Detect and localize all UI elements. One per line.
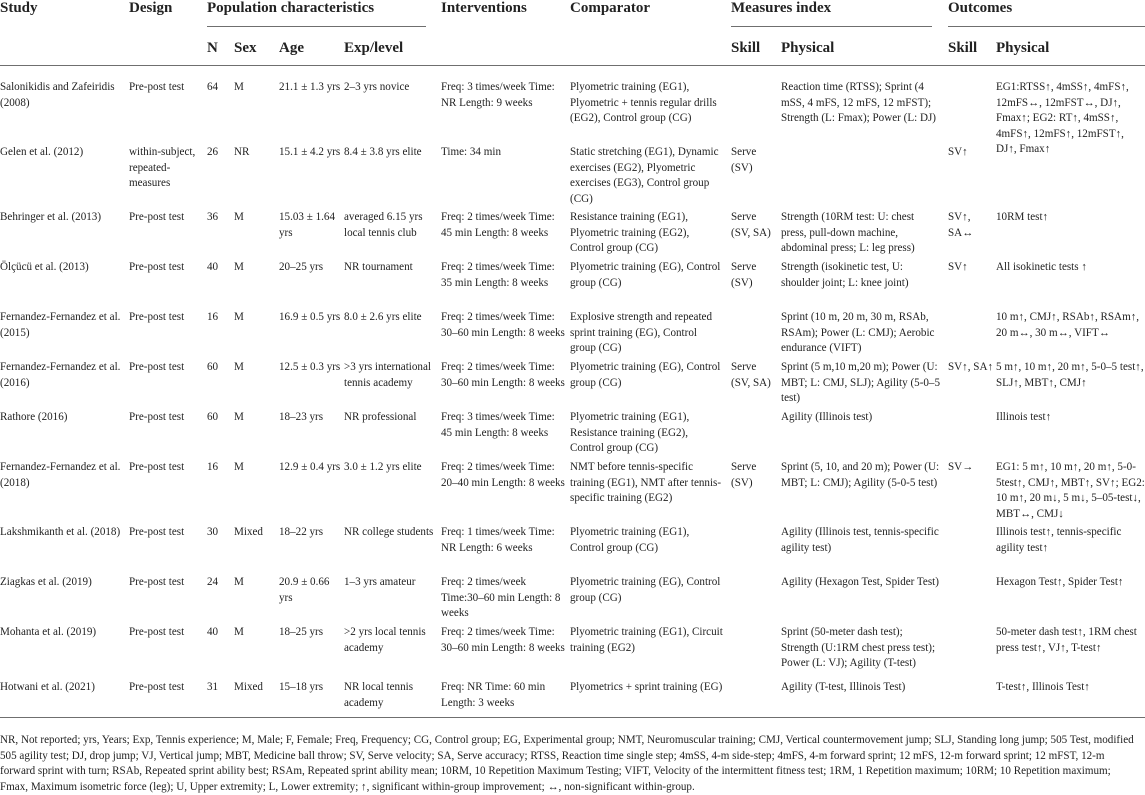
- cell-out-physical: 5 m↑, 10 m↑, 20 m↑, 5-0–5 test↑, SLJ↑, MBT↑, CMJ↑: [996, 361, 1144, 389]
- cell-study: Mohanta et al. (2019): [0, 626, 97, 638]
- header-n: N: [207, 40, 218, 56]
- cell-physical: Reaction time (RTSS); Sprint (4 mSS, 4 mFS, 12 mFS, 12 mFST); Strength (L: Fmax); Power (L: DJ): [781, 81, 936, 124]
- cell-design: Pre-post test: [129, 576, 185, 588]
- cell-interventions: Freq: 2 times/week Time: 30–60 min Length: 8 weeks: [441, 626, 565, 654]
- measures-underline: [731, 26, 932, 27]
- cell-comparator: Resistance training (EG1), Plyometric training (EG2), Control group (CG): [570, 211, 690, 254]
- cell-n: 60: [207, 361, 219, 373]
- cell-study: Salonikidis and Zafeiridis (2008): [0, 81, 115, 109]
- header-study: Study: [0, 0, 38, 16]
- cell-interventions: Freq: 3 times/week Time: 45 min Length: 8 weeks: [441, 411, 555, 439]
- cell-exp: >2 yrs local tennis academy: [344, 626, 426, 654]
- cell-n: 40: [207, 626, 219, 638]
- cell-out-physical: Illinois test↑: [996, 411, 1052, 423]
- cell-study: Fernandez-Fernandez et al. (2015): [0, 311, 121, 339]
- cell-exp: NR professional: [344, 411, 417, 423]
- cell-study: Ölçücü et al. (2013): [0, 261, 89, 273]
- cell-n: 16: [207, 311, 219, 323]
- cell-comparator: Plyometric training (EG1), Control group (CG): [570, 526, 690, 554]
- cell-out-skill: SV↑, SA↔: [948, 211, 974, 239]
- cell-physical: Strength (10RM test: U: chest press, pull-down machine, abdominal press; L: leg press): [781, 211, 915, 254]
- cell-interventions: Freq: 3 times/week Time: NR Length: 9 weeks: [441, 81, 555, 109]
- cell-exp: 8.4 ± 3.8 yrs elite: [344, 146, 422, 158]
- cell-age: 20.9 ± 0.66 yrs: [279, 576, 330, 604]
- cell-exp: >3 yrs international tennis academy: [344, 361, 431, 389]
- cell-study: Fernandez-Fernandez et al. (2016): [0, 361, 121, 389]
- cell-out-physical: Illinois test↑, tennis-specific agility test↑: [996, 526, 1122, 554]
- cell-age: 15–18 yrs: [279, 681, 324, 693]
- cell-interventions: Freq: 2 times/week Time: 35 min Length: 8 weeks: [441, 261, 555, 289]
- cell-exp: 3.0 ± 1.2 yrs elite: [344, 461, 422, 473]
- cell-physical: Agility (Illinois test, tennis-specific agility test): [781, 526, 939, 554]
- cell-design: within-subject, repeated-measures: [129, 146, 196, 189]
- header-comparator: Comparator: [570, 0, 650, 16]
- cell-physical: Sprint (50-meter dash test); Strength (U:1RM chest press test); Power (L: VJ); Agility (T-test): [781, 626, 936, 669]
- cell-comparator: Plyometric training (EG), Control group (CG): [570, 261, 721, 289]
- cell-n: 30: [207, 526, 219, 538]
- cell-design: Pre-post test: [129, 311, 185, 323]
- cell-physical: Sprint (10 m, 20 m, 30 m, RSAb, RSAm); Power (L: CMJ); Aerobic endurance (VIFT): [781, 311, 935, 354]
- cell-study: Gelen et al. (2012): [0, 146, 84, 158]
- cell-comparator: Plyometrics + sprint training (EG): [570, 681, 723, 693]
- cell-design: Pre-post test: [129, 81, 185, 93]
- cell-sex: M: [234, 576, 244, 588]
- cell-comparator: NMT before tennis-specific training (EG1), NMT after tennis-specific training (EG2): [570, 461, 722, 504]
- cell-out-physical: 10 m↑, CMJ↑, RSAb↑, RSAm↑, 20 m↔, 30 m↔, VIFT↔: [996, 311, 1140, 339]
- cell-exp: NR local tennis academy: [344, 681, 414, 709]
- cell-n: 26: [207, 146, 219, 158]
- cell-sex: M: [234, 361, 244, 373]
- cell-study: Hotwani et al. (2021): [0, 681, 95, 693]
- cell-design: Pre-post test: [129, 526, 185, 538]
- header-population: Population characteristics: [207, 0, 375, 16]
- cell-out-physical: T-test↑, Illinois Test↑: [996, 681, 1090, 693]
- cell-out-physical: EG1:RTSS↑, 4mSS↑, 4mFS↑, 12mFS↔, 12mFST↔, DJ↑, Fmax↑; EG2: RT↑, 4mSS↑, 4mFS↑, 12mFS↑, 12mFST↑, DJ↑, Fmax↑: [996, 81, 1129, 155]
- cell-exp: 1–3 yrs amateur: [344, 576, 416, 588]
- cell-physical: Strength (isokinetic test, U: shoulder joint; L: knee joint): [781, 261, 909, 289]
- header-outcome-physical: Physical: [996, 40, 1050, 56]
- cell-n: 40: [207, 261, 219, 273]
- cell-age: 12.5 ± 0.3 yrs: [279, 361, 341, 373]
- cell-out-physical: 10RM test↑: [996, 211, 1049, 223]
- cell-design: Pre-post test: [129, 361, 185, 373]
- cell-sex: M: [234, 261, 244, 273]
- cell-design: Pre-post test: [129, 626, 185, 638]
- cell-out-skill: SV→: [948, 461, 974, 473]
- header-design: Design: [129, 0, 173, 16]
- cell-comparator: Static stretching (EG1), Dynamic exercises (EG2), Plyometric exercises (EG3), Control group (CG): [570, 146, 719, 205]
- cell-interventions: Freq: 2 times/week Time:30–60 min Length: 8 weeks: [441, 576, 561, 619]
- cell-age: 15.03 ± 1.64 yrs: [279, 211, 336, 239]
- cell-age: 20–25 yrs: [279, 261, 324, 273]
- cell-sex: Mixed: [234, 526, 263, 538]
- cell-exp: 2–3 yrs novice: [344, 81, 410, 93]
- cell-physical: Agility (Hexagon Test, Spider Test): [781, 576, 939, 588]
- cell-physical: Agility (T-test, Illinois Test): [781, 681, 906, 693]
- cell-interventions: Freq: 2 times/week Time: 30–60 min Length: 8 weeks: [441, 311, 565, 339]
- cell-age: 15.1 ± 4.2 yrs: [279, 146, 341, 158]
- cell-physical: Sprint (5, 10, and 20 m); Power (U: MBT; L: CMJ); Agility (5-0-5 test): [781, 461, 940, 489]
- population-underline: [207, 26, 426, 27]
- cell-skill: Serve (SV): [731, 261, 757, 289]
- cell-out-physical: 50-meter dash test↑, 1RM chest press test↑, VJ↑, T-test↑: [996, 626, 1137, 654]
- cell-study: Lakshmikanth et al. (2018): [0, 526, 121, 538]
- cell-n: 31: [207, 681, 219, 693]
- cell-age: 18–22 yrs: [279, 526, 324, 538]
- cell-study: Rathore (2016): [0, 411, 68, 423]
- cell-skill: Serve (SV): [731, 461, 757, 489]
- cell-sex: M: [234, 211, 244, 223]
- cell-out-skill: SV↑: [948, 146, 968, 158]
- cell-skill: Serve (SV): [731, 146, 757, 174]
- cell-interventions: Freq: 2 times/week Time: 30–60 min Length: 8 weeks: [441, 361, 565, 389]
- cell-age: 21.1 ± 1.3 yrs: [279, 81, 341, 93]
- cell-comparator: Plyometric training (EG1), Resistance training (EG2), Control group (CG): [570, 411, 690, 454]
- cell-n: 60: [207, 411, 219, 423]
- cell-age: 16.9 ± 0.5 yrs: [279, 311, 341, 323]
- cell-sex: M: [234, 81, 244, 93]
- cell-age: 18–25 yrs: [279, 626, 324, 638]
- cell-interventions: Freq: 2 times/week Time: 20–40 min Length: 8 weeks: [441, 461, 565, 489]
- cell-physical: Agility (Illinois test): [781, 411, 873, 423]
- cell-interventions: Time: 34 min: [441, 146, 502, 158]
- cell-sex: M: [234, 411, 244, 423]
- cell-n: 24: [207, 576, 219, 588]
- cell-study: Behringer et al. (2013): [0, 211, 102, 223]
- table-footnote: NR, Not reported; yrs, Years; Exp, Tennis experience; M, Male; F, Female; Freq, Frequency; CG, Control group; EG, Experimental group; NMT, Neuromuscular training; CMJ, Vertical countermovement jump; SLJ, Standing long jump; 505 Test, modified 505 agility test; DJ, drop jump; VJ, Vertical jump; MBT, Medicine ball throw; SV, Serve velocity; SA, Serve accuracy; RTSS, Reaction time single step; 4mSS, 4-m side-step; 4mFS, 4-m forward sprint; 12 mFS, 12-m forward sprint; 12 mFST, 12-m forward sprint with turn; RSAb, Repeated sprint ability best; RSAm, Repeated sprint ability mean; 10RM, 10 Repetition Maximum Testing; VIFT, Velocity of the intermittent fitness test; 1RM, 1 Repetition maximum; 10RM; 10 Repetition maximum; Fmax, Maximum isometric force (leg); U, Upper extremity; L, Lower extremity; ↑, significant within-group improvement; ↔, non-significant within-group.: [0, 734, 1134, 793]
- cell-design: Pre-post test: [129, 461, 185, 473]
- cell-comparator: Plyometric training (EG1), Circuit training (EG2): [570, 626, 723, 654]
- cell-sex: M: [234, 311, 244, 323]
- cell-design: Pre-post test: [129, 261, 185, 273]
- cell-out-physical: EG1: 5 m↑, 10 m↑, 20 m↑, 5-0-5test↑, CMJ↑, MBT↑, SV↑; EG2: 10 m↑, 20 m↓, 5 m↓, 5–05-test↓, MBT↔, CMJ↓: [996, 461, 1145, 520]
- cell-exp: NR tournament: [344, 261, 413, 273]
- cell-comparator: Plyometric training (EG), Control group (CG): [570, 361, 721, 389]
- header-skill: Skill: [731, 40, 761, 56]
- cell-age: 12.9 ± 0.4 yrs: [279, 461, 341, 473]
- cell-sex: M: [234, 626, 244, 638]
- cell-out-physical: Hexagon Test↑, Spider Test↑: [996, 576, 1124, 588]
- cell-sex: Mixed: [234, 681, 263, 693]
- cell-out-skill: SV↑: [948, 261, 968, 273]
- cell-comparator: Plyometric training (EG1), Plyometric + tennis regular drills (EG2), Control group (CG): [570, 81, 717, 124]
- cell-out-physical: All isokinetic tests ↑: [996, 261, 1087, 273]
- header-exp: Exp/level: [344, 40, 404, 56]
- cell-skill: Serve (SV, SA): [731, 361, 771, 389]
- cell-sex: M: [234, 461, 244, 473]
- cell-design: Pre-post test: [129, 681, 185, 693]
- cell-out-skill: SV↑, SA↑: [948, 361, 994, 373]
- cell-age: 18–23 yrs: [279, 411, 324, 423]
- cell-skill: Serve (SV, SA): [731, 211, 771, 239]
- cell-n: 36: [207, 211, 219, 223]
- cell-exp: 8.0 ± 2.6 yrs elite: [344, 311, 422, 323]
- header-physical: Physical: [781, 40, 835, 56]
- header-sex: Sex: [234, 40, 257, 56]
- header-measures: Measures index: [731, 0, 832, 16]
- cell-n: 64: [207, 81, 219, 93]
- header-age: Age: [279, 40, 304, 56]
- header-interventions: Interventions: [441, 0, 527, 16]
- outcomes-underline: [948, 26, 1145, 27]
- cell-interventions: Freq: 1 times/week Time: NR Length: 6 weeks: [441, 526, 555, 554]
- cell-design: Pre-post test: [129, 411, 185, 423]
- cell-study: Ziagkas et al. (2019): [0, 576, 92, 588]
- cell-physical: Sprint (5 m,10 m,20 m); Power (U: MBT; L: CMJ, SLJ); Agility (5-0–5 test): [781, 361, 941, 404]
- cell-interventions: Freq: 2 times/week Time: 45 min Length: 8 weeks: [441, 211, 555, 239]
- cell-n: 16: [207, 461, 219, 473]
- header-rule: [0, 65, 1145, 66]
- cell-sex: NR: [234, 146, 250, 158]
- header-outcomes: Outcomes: [948, 0, 1013, 16]
- cell-comparator: Plyometric training (EG), Control group (CG): [570, 576, 721, 604]
- cell-exp: NR college students: [344, 526, 434, 538]
- cell-study: Fernandez-Fernandez et al. (2018): [0, 461, 121, 489]
- cell-design: Pre-post test: [129, 211, 185, 223]
- table-bottom-rule: [0, 717, 1145, 718]
- cell-interventions: Freq: NR Time: 60 min Length: 3 weeks: [441, 681, 546, 709]
- header-outcome-skill: Skill: [948, 40, 978, 56]
- cell-exp: averaged 6.15 yrs local tennis club: [344, 211, 423, 239]
- cell-comparator: Explosive strength and repeated sprint training (EG), Control group (CG): [570, 311, 713, 354]
